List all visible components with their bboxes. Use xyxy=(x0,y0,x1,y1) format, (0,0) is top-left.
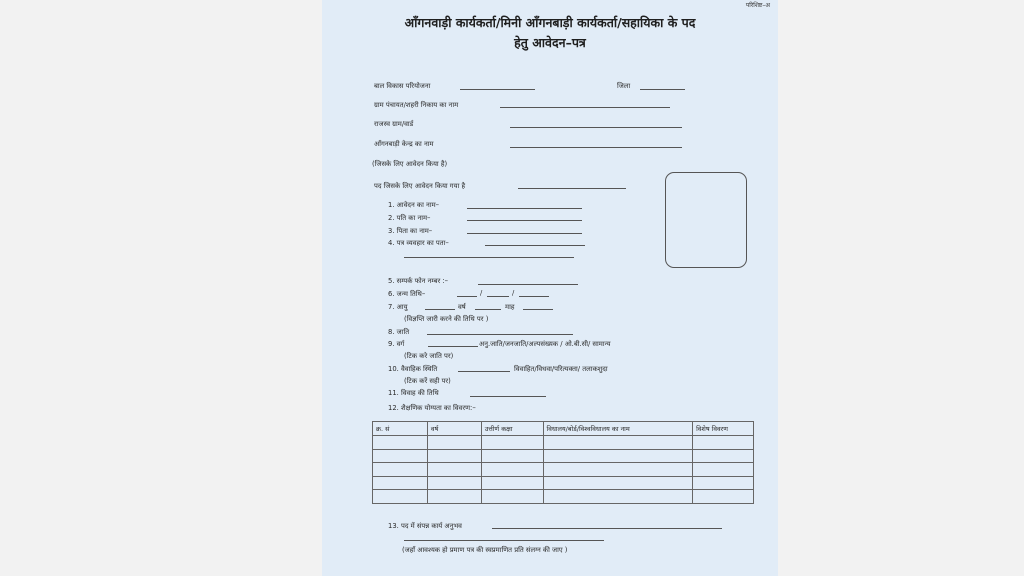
address-line-2[interactable] xyxy=(404,257,574,258)
anganwadi-name-line[interactable] xyxy=(510,147,682,148)
post-line[interactable] xyxy=(518,188,626,189)
panchayat-label: ग्राम पंचायत/शहरी निकाय का नाम xyxy=(374,101,459,109)
item-category: 9. वर्ग xyxy=(388,340,405,348)
dob-year-line[interactable] xyxy=(519,296,549,297)
form-title-line2: हेतु आवेदन–पत्र xyxy=(514,35,586,50)
address-line-1[interactable] xyxy=(485,245,585,246)
table-cell[interactable] xyxy=(481,476,543,490)
col-class-passed: उत्तीर्ण कक्षा xyxy=(481,422,543,436)
form-title-line1: आँगनवाड़ी कार्यकर्ता/मिनी आँगनबाड़ी कार्यकर्ता/सहायिका के पद xyxy=(404,15,696,30)
father-name-line[interactable] xyxy=(467,233,582,234)
age-year-label: वर्ष xyxy=(458,303,466,311)
item-marriage-date: 11. विवाह की तिथि xyxy=(388,389,439,397)
category-note: (टिक करे जाति पर) xyxy=(404,352,454,360)
category-line[interactable] xyxy=(428,346,478,347)
table-cell[interactable] xyxy=(427,476,481,490)
experience-line-2[interactable] xyxy=(404,540,604,541)
marital-options: विवाहित/विधवा/परित्यक्ता/ तलाकशुदा xyxy=(514,365,608,373)
item-age: 7. आयु xyxy=(388,303,408,311)
annexure-label: परिशिष्ट–अ xyxy=(745,2,770,9)
table-cell[interactable] xyxy=(543,449,693,463)
table-row xyxy=(373,449,754,463)
item-experience: 13. पद में संपन्न कार्य अनुभव xyxy=(388,522,462,530)
applied-for-note: (जिसके लिए आवेदन किया है) xyxy=(372,160,448,168)
col-year: वर्ष xyxy=(427,422,481,436)
dob-slash-1: / xyxy=(480,289,483,297)
table-cell[interactable] xyxy=(693,463,754,477)
marital-note: (टिक करें सही पर) xyxy=(404,377,451,385)
anganwadi-name-label: आँगनबाड़ी केन्द्र का नाम xyxy=(374,140,434,148)
item-address: 4. पत्र व्यवहार का पता– xyxy=(388,239,449,247)
dob-month-line[interactable] xyxy=(487,296,509,297)
application-form-page xyxy=(322,0,778,576)
item-husband-name: 2. पति का नाम– xyxy=(388,214,431,222)
table-cell[interactable] xyxy=(693,436,754,450)
table-cell[interactable] xyxy=(693,490,754,504)
experience-note: (जहाँ आवश्यक हो प्रमाण पत्र की स्वप्रमाणित प्रति संलग्न की जाए ) xyxy=(402,546,568,554)
table-cell[interactable] xyxy=(427,463,481,477)
post-label: पद जिसके लिए आवेदन किया गया है xyxy=(374,182,466,190)
dob-slash-2: / xyxy=(512,289,515,297)
marital-status-line[interactable] xyxy=(458,371,510,372)
table-cell[interactable] xyxy=(543,490,693,504)
project-label: बाल विकास परियोजना xyxy=(374,82,431,90)
education-table-header xyxy=(373,422,754,436)
item-dob: 6. जन्म तिथि– xyxy=(388,290,426,298)
table-row xyxy=(373,490,754,504)
table-cell[interactable] xyxy=(693,476,754,490)
item-education: 12. शैक्षणिक योग्यता का विवरण:– xyxy=(388,404,476,412)
project-line[interactable] xyxy=(460,89,535,90)
district-line[interactable] xyxy=(640,89,685,90)
panchayat-line[interactable] xyxy=(500,107,670,108)
item-applicant-name: 1. आवेदन का नाम– xyxy=(388,201,440,209)
table-cell[interactable] xyxy=(373,463,428,477)
marriage-date-line[interactable] xyxy=(470,396,546,397)
table-cell[interactable] xyxy=(481,449,543,463)
table-cell[interactable] xyxy=(543,436,693,450)
table-cell[interactable] xyxy=(543,463,693,477)
age-note: (विज्ञप्ति जारी करने की तिथि पर ) xyxy=(404,315,489,323)
table-cell[interactable] xyxy=(481,490,543,504)
education-table xyxy=(372,421,754,504)
item-father-name: 3. पिता का नाम– xyxy=(388,227,433,235)
category-options: अनु.जाति/जनजाति/अल्पसंख्यक / ओ.बी.सी/ सामान्य xyxy=(479,340,611,348)
age-month-label: माह xyxy=(505,303,515,311)
table-cell[interactable] xyxy=(427,449,481,463)
item-phone: 5. सम्पर्क फोन नम्बर :– xyxy=(388,277,449,285)
table-row xyxy=(373,436,754,450)
applicant-name-line[interactable] xyxy=(467,208,582,209)
table-cell[interactable] xyxy=(481,463,543,477)
table-cell[interactable] xyxy=(481,436,543,450)
phone-line[interactable] xyxy=(478,284,578,285)
table-cell[interactable] xyxy=(373,449,428,463)
table-cell[interactable] xyxy=(373,490,428,504)
col-remarks: विशेष विवरण xyxy=(693,422,754,436)
table-cell[interactable] xyxy=(427,436,481,450)
age-days-line[interactable] xyxy=(523,309,553,310)
husband-name-line[interactable] xyxy=(467,220,582,221)
table-cell[interactable] xyxy=(543,476,693,490)
table-cell[interactable] xyxy=(427,490,481,504)
district-label: जिला xyxy=(617,82,631,90)
item-caste: 8. जाति xyxy=(388,328,410,336)
photo-box xyxy=(665,172,747,268)
age-years-line[interactable] xyxy=(425,309,455,310)
age-months-line[interactable] xyxy=(475,309,501,310)
table-row xyxy=(373,476,754,490)
experience-line-1[interactable] xyxy=(492,528,722,529)
table-row xyxy=(373,463,754,477)
revenue-village-label: राजस्व ग्राम/वार्ड xyxy=(374,120,414,128)
item-marital-status: 10. वैवाहिक स्थिति xyxy=(388,365,438,373)
col-institution: विधालय/बोर्ड/विश्वविधालय का नाम xyxy=(543,422,693,436)
dob-day-line[interactable] xyxy=(457,296,477,297)
caste-line[interactable] xyxy=(427,334,573,335)
table-cell[interactable] xyxy=(693,449,754,463)
table-cell[interactable] xyxy=(373,476,428,490)
revenue-village-line[interactable] xyxy=(510,127,682,128)
col-serial: क्र. सं xyxy=(373,422,428,436)
table-cell[interactable] xyxy=(373,436,428,450)
